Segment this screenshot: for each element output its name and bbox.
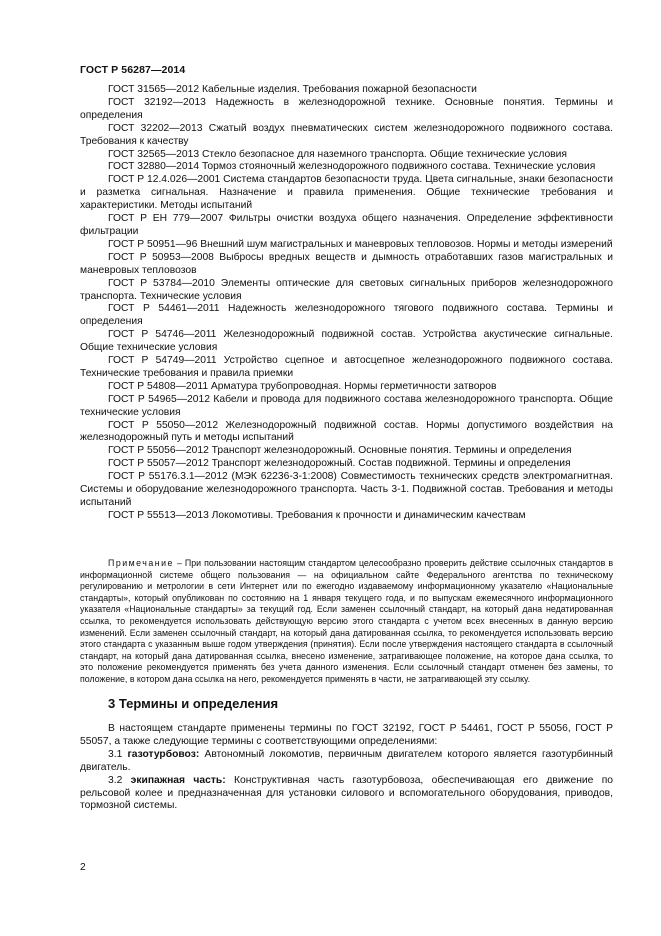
reference-item: ГОСТ Р 54749—2011 Устройство сцепное и автосцепное железнодорожного подвижного состава. Технические требования и правила приемки [80,355,613,379]
reference-item: ГОСТ Р 54965—2012 Кабели и провода для подвижного состава железнодорожного транспорта. Общие технические условия [80,393,613,418]
reference-item: ГОСТ Р 50951—96 Внешний шум магистральных и маневровых тепловозов. Нормы и методы измерений [108,238,613,250]
reference-item: ГОСТ 32880—2014 Тормоз стояночный железнодорожного подвижного состава. Технические условия [108,161,596,173]
document-header-code: ГОСТ Р 56287—2014 [80,64,186,76]
normative-references-list [80,84,613,523]
note-text: – При пользовании настоящим стандартом целесообразно проверить действие ссылочных стандартов в информационной системе общего пользования — на официальном сайте Федерального агентства по техническому регулированию и метрологии в сети Интернет или по ежегодно издаваемому информационному указателю «Национальные стандарты», который опубликован по состоянию на 1 января текущего года, и по выпускам ежемесячного информационного указателя «Национальные стандарты» за текущий год. Если заменен ссылочный стандарт, на который дана недатированная ссылка, то рекомендуется использовать действующую версию этого стандарта с учетом всех внесенных в данную версию изменений. Если заменен ссылочный стандарт, на который дана датированная ссылка, то рекомендуется использовать версию этого стандарта с указанным выше годом утверждения (принятия). Если после утверждения настоящего стандарта в ссылочный стандарт, на который дана датированная ссылка, внесено изменение, затрагивающее положение, на которое дана ссылка, то это положение рекомендуется применять без учета данного изменения. Если ссылочный стандарт отменен без замены, то положение, в котором дана ссылка на него, рекомендуется применять в части, не затрагивающей эту ссылку. [80,558,613,684]
reference-item: ГОСТ Р 54461—2011 Надежность железнодорожного тягового подвижного состава. Термины и определения [80,303,613,328]
page-number: 2 [80,862,86,873]
reference-item: ГОСТ Р 55057—2012 Транспорт железнодорожный. Состав подвижной. Термины и определения [108,458,571,470]
reference-item: ГОСТ Р 55513—2013 Локомотивы. Требования к прочности и динамическим качествам [108,509,526,521]
note-label: Примечание [108,558,174,568]
reference-item: ГОСТ Р 54746—2011 Железнодорожный подвижной состав. Устройства акустические сигнальные. Общие технические условия [80,329,613,354]
note-paragraph [80,558,613,686]
term-name: газотурбовоз: [127,748,200,760]
reference-item: ГОСТ Р 55050—2012 Железнодорожный подвижной состав. Нормы допустимого воздействия на железнодорожный путь и методы испытаний [80,419,613,444]
reference-item: ГОСТ Р 55176.3.1—2012 (МЭК 62236-3-1:2008) Совместимость технических средств электромагнитная. Системы и оборудование железнодорожного транспорта. Часть 3-1. Подвижной состав. Требования и методы испытаний [80,471,613,508]
reference-item: ГОСТ Р 55056—2012 Транспорт железнодорожный. Основные понятия. Термины и определения [108,445,572,457]
term-definition-text: Конструктивная часть газотурбовоза, обеспечивающая его движение по рельсовой колее и предназначенная для установки силового и вспомогательного оборудования, приводов, тормозной системы. [80,774,614,812]
section-body [80,723,613,813]
reference-item: ГОСТ Р 53784—2010 Элементы оптические для световых сигнальных приборов железнодорожного транспорта. Технические условия [80,277,613,302]
reference-item: ГОСТ 32202—2013 Сжатый воздух пневматических систем железнодорожного подвижного состава. Требования к качеству [80,122,613,147]
reference-item: ГОСТ 32565—2013 Стекло безопасное для наземного транспорта. Общие технические условия [108,148,567,160]
reference-item: ГОСТ 32192—2013 Надежность в железнодорожной технике. Основные понятия. Термины и определения [80,96,613,121]
term-definition [80,775,613,814]
reference-item: ГОСТ Р 54808—2011 Арматура трубопроводная. Нормы герметичности затворов [108,380,497,392]
reference-item: ГОСТ Р 50953—2008 Выбросы вредных веществ и дымность отработавших газов магистральных и маневровых тепловозов [80,251,613,276]
term-name: экипажная часть: [130,774,226,786]
reference-item: ГОСТ Р 12.4.026—2001 Система стандартов безопасности труда. Цвета сигнальные, знаки безопасности и разметка сигнальная. Назначение и правила применения. Общие технические требования и характеристики. Методы испытаний [80,174,613,212]
term-number: 3.1 [108,748,128,760]
section-intro: В настоящем стандарте применены термины по ГОСТ 32192, ГОСТ Р 54461, ГОСТ Р 55056, ГОСТ Р 55057, а также следующие термины с соответствующими определениями: [80,723,613,747]
section-heading: 3 Термины и определения [108,696,279,711]
term-number: 3.2 [108,774,131,786]
reference-item: ГОСТ 31565—2012 Кабельные изделия. Требования пожарной безопасности [108,84,477,95]
reference-item: ГОСТ Р ЕН 779—2007 Фильтры очистки воздуха общего назначения. Определение эффективности фильтрации [80,213,613,237]
term-definition [80,749,613,775]
term-definition-text: Автономный локомотив, первичным двигателем которого является газотурбинный двигатель. [80,748,613,773]
